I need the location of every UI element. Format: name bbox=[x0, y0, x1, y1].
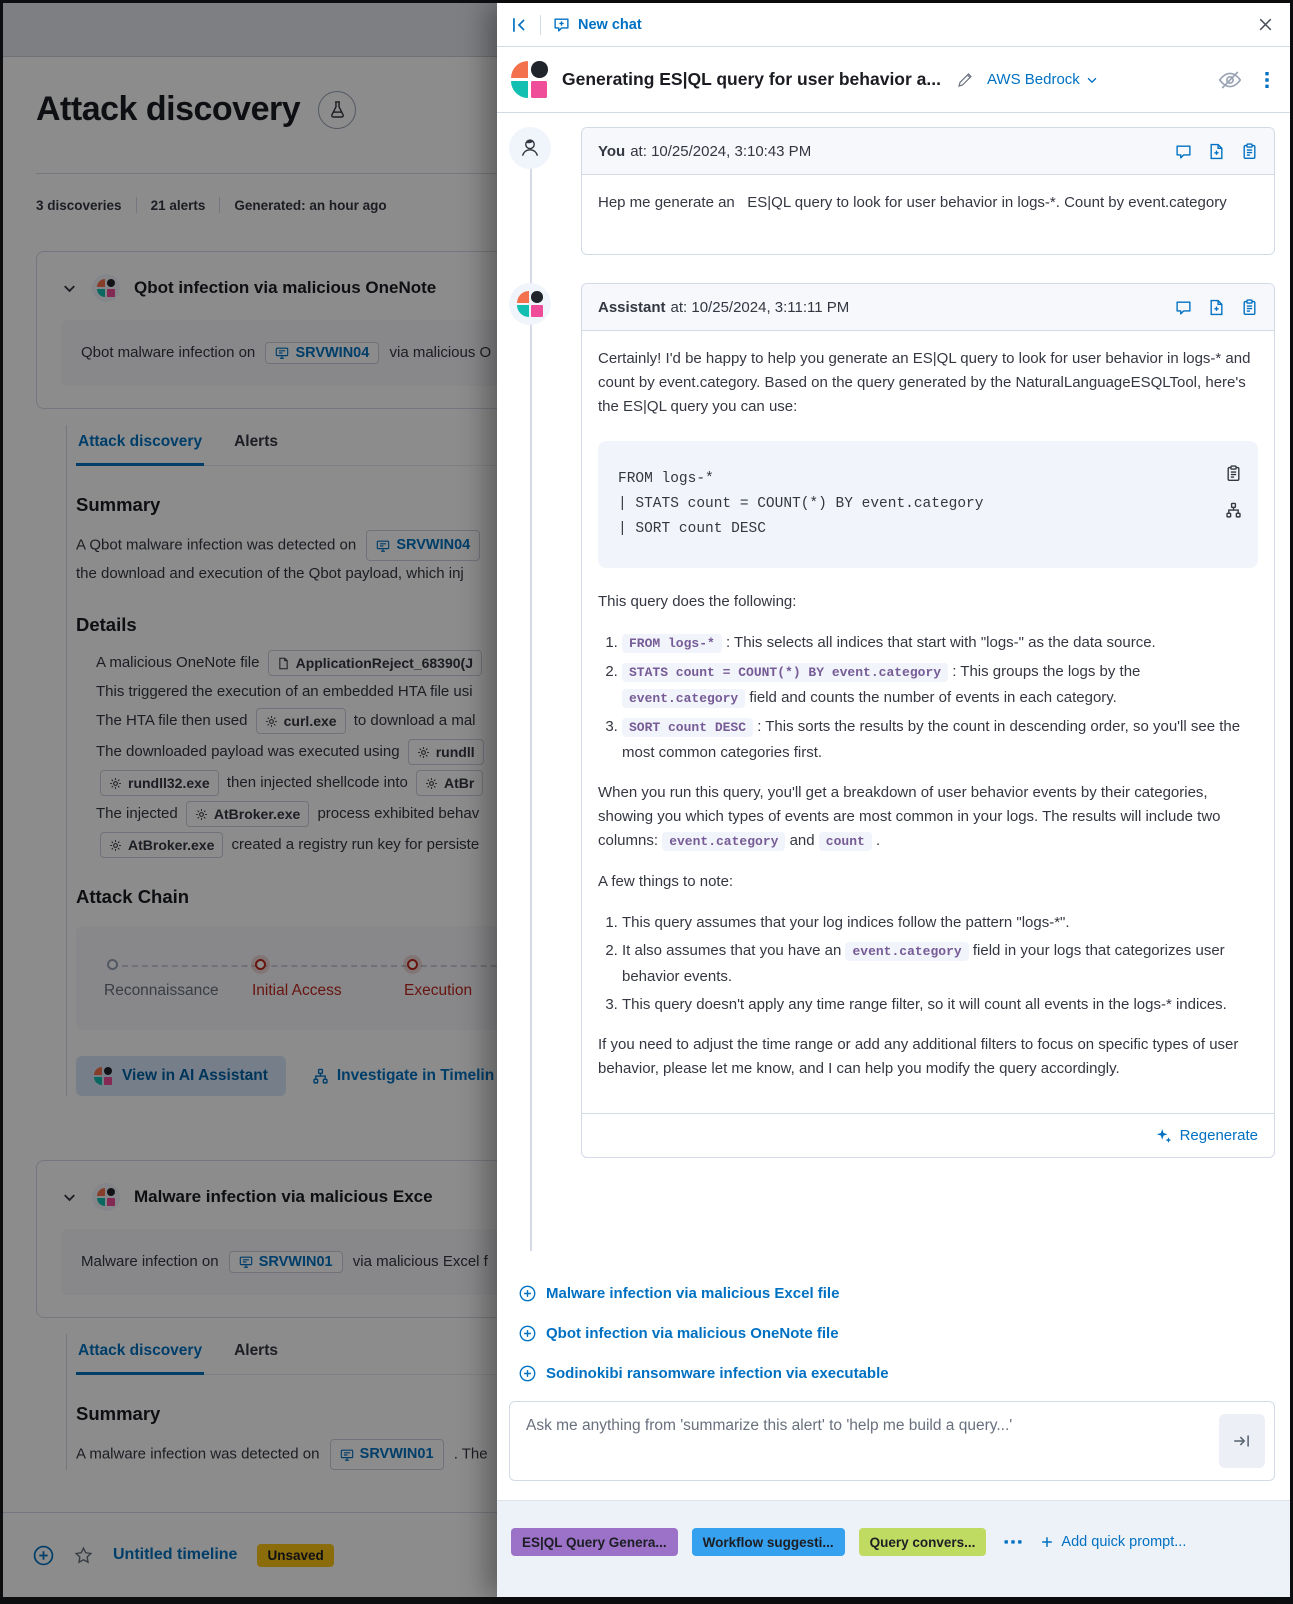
detail-item bbox=[96, 650, 497, 676]
inline-code: event.category bbox=[845, 942, 968, 961]
assistant-paragraph bbox=[598, 1033, 1258, 1081]
conversation-area bbox=[497, 113, 1290, 1261]
assistant-message-body bbox=[582, 331, 1274, 1113]
ai-assistant-logo bbox=[511, 61, 548, 98]
attack-discovery-page bbox=[3, 3, 497, 1597]
entity-badge[interactable] bbox=[100, 832, 223, 858]
discovery-title: Malware infection via malicious Exce bbox=[134, 1187, 433, 1206]
tab-attack-discovery[interactable]: Attack discovery bbox=[76, 1334, 204, 1375]
inline-code: event.category bbox=[662, 832, 785, 851]
stat-alerts: 21 alerts bbox=[150, 197, 206, 213]
inline-code: STATS count = COUNT(*) BY event.category bbox=[622, 663, 948, 682]
text-run: to download a mal bbox=[349, 711, 476, 729]
timeline-icon bbox=[1225, 502, 1242, 519]
detail-item bbox=[96, 770, 497, 796]
view-in-ai-assistant-button[interactable]: View in AI Assistant bbox=[76, 1056, 286, 1096]
investigate-in-timeline-link[interactable]: Investigate in Timelin bbox=[312, 1067, 494, 1085]
entity-label: • rundll32.exe bbox=[128, 775, 210, 791]
add-to-case-icon[interactable] bbox=[1208, 143, 1225, 160]
gear-icon bbox=[425, 777, 438, 790]
text-run: Certainly! I'd be happy to help you generate an ES|QL query to look for user behavior in logs-* and count by event.category. Based on the query generated by the NaturalLanguageESQLTool, here's the ES|QL query you can use: bbox=[598, 350, 1251, 415]
system-prompt-chip[interactable]: Query convers... bbox=[859, 1528, 987, 1556]
copy-icon[interactable] bbox=[1241, 299, 1258, 316]
discovery-detail bbox=[66, 425, 497, 1096]
summary-heading: Summary bbox=[76, 1403, 161, 1424]
assistant-paragraph bbox=[598, 590, 1258, 614]
ai-assistant-logo bbox=[94, 1067, 112, 1085]
text-run: This query doesn't apply any time range filter, so it will count all events in the logs-* indices. bbox=[622, 996, 1227, 1013]
prompt-input-wrap bbox=[509, 1401, 1275, 1486]
text-run: created a registry run key for persiste bbox=[227, 835, 480, 853]
text-run: This query assumes that your log indices follow the pattern "logs-*". bbox=[622, 914, 1070, 931]
detail-item bbox=[96, 708, 497, 734]
plus-circle-icon bbox=[519, 1325, 536, 1342]
discovery-title: Qbot infection via malicious OneNote bbox=[134, 278, 437, 297]
entity-badge[interactable] bbox=[256, 708, 346, 734]
send-icon bbox=[1232, 1432, 1252, 1450]
investigate-in-timeline-button[interactable] bbox=[1225, 502, 1242, 519]
list-item bbox=[622, 659, 1258, 711]
ai-assistant-logo bbox=[92, 274, 120, 302]
divider bbox=[219, 197, 220, 213]
banner-text: Qbot malware infection on bbox=[81, 343, 256, 361]
quick-prompt-links bbox=[497, 1261, 1290, 1395]
detail-item bbox=[96, 832, 497, 858]
list-item bbox=[622, 910, 1258, 935]
attack-chain bbox=[76, 926, 497, 1030]
host-badge[interactable]: SRVWIN04 bbox=[265, 342, 379, 364]
list-item bbox=[622, 992, 1258, 1017]
tab-alerts[interactable]: Alerts bbox=[234, 433, 278, 450]
entity-badge[interactable] bbox=[186, 801, 309, 827]
comment-icon[interactable] bbox=[1175, 143, 1192, 160]
gear-icon bbox=[195, 808, 208, 821]
assistant-paragraph bbox=[598, 781, 1258, 854]
entity-badge[interactable] bbox=[100, 770, 219, 796]
unsaved-badge: Unsaved bbox=[257, 1544, 333, 1567]
entity-label: rundll bbox=[435, 744, 475, 760]
text-run: The downloaded payload was executed using bbox=[96, 742, 404, 760]
details-heading: Details bbox=[76, 614, 137, 635]
banner-text: via malicious Excel f bbox=[352, 1252, 488, 1270]
monitor-icon bbox=[275, 346, 289, 360]
send-button[interactable] bbox=[1219, 1414, 1265, 1468]
monitor-icon bbox=[376, 539, 390, 553]
discovery-detail bbox=[66, 1334, 497, 1470]
entity-badge[interactable] bbox=[416, 770, 483, 796]
chain-node bbox=[104, 959, 219, 1000]
inline-code: count bbox=[819, 832, 872, 851]
assistant-avatar bbox=[509, 283, 551, 325]
chain-node bbox=[404, 959, 473, 1000]
inline-code: SORT count DESC bbox=[622, 718, 753, 737]
discovery-card-qbot bbox=[36, 251, 497, 409]
entity-label: curl.exe bbox=[283, 713, 337, 729]
ai-assistant-logo bbox=[92, 1183, 120, 1211]
timeline-icon bbox=[312, 1068, 329, 1085]
quick-prompt-link[interactable] bbox=[519, 1313, 1290, 1353]
text-run: The injected bbox=[96, 804, 182, 822]
timeline-bottom-bar bbox=[3, 1512, 497, 1597]
host-badge[interactable]: SRVWIN01 bbox=[330, 1439, 444, 1470]
tab-attack-discovery[interactable]: Attack discovery bbox=[76, 425, 204, 466]
text-run: A few things to note: bbox=[598, 873, 734, 890]
divider bbox=[540, 15, 541, 35]
add-quick-prompt-button[interactable]: Add quick prompt... bbox=[1040, 1534, 1186, 1550]
gear-icon bbox=[265, 715, 278, 728]
plus-circle-icon bbox=[519, 1285, 536, 1302]
kibana-header bbox=[3, 3, 497, 57]
stat-discoveries: 3 discoveries bbox=[36, 197, 122, 213]
text-run: : This sorts the results by the count in descending order, so you'll see the most common categories first. bbox=[622, 718, 1241, 761]
monitor-icon bbox=[239, 1255, 253, 1269]
details-list bbox=[76, 650, 497, 858]
entity-label: AtBroker.exe bbox=[213, 806, 301, 822]
text-run: process exhibited behav bbox=[313, 804, 480, 822]
quick-prompt-label: Sodinokibi ransomware infection via executable bbox=[546, 1364, 889, 1382]
assistant-message bbox=[581, 283, 1275, 1158]
esql-code-block bbox=[598, 441, 1258, 568]
system-prompt-footer bbox=[497, 1500, 1290, 1597]
chat-plus-icon bbox=[553, 16, 570, 33]
gear-icon bbox=[109, 777, 122, 790]
flask-icon[interactable] bbox=[318, 91, 356, 129]
plus-icon bbox=[1040, 1535, 1054, 1549]
document-icon bbox=[277, 657, 290, 670]
inline-code: FROM logs-* bbox=[622, 634, 722, 653]
page-title: Attack discovery bbox=[36, 90, 301, 128]
assistant-paragraph bbox=[598, 870, 1258, 894]
text-run: It also assumes that you have an bbox=[622, 942, 846, 959]
chain-dot-icon bbox=[107, 959, 118, 970]
text-run: This triggered the execution of an embedded HTA file usi bbox=[96, 683, 473, 700]
list-item bbox=[622, 938, 1258, 989]
gear-icon bbox=[417, 746, 430, 759]
comment-icon[interactable] bbox=[1175, 299, 1192, 316]
text-run: : This selects all indices that start with "logs-" as the data source. bbox=[721, 634, 1156, 651]
chain-node bbox=[252, 959, 342, 1000]
detail-item bbox=[96, 801, 497, 827]
summary-heading: Summary bbox=[76, 494, 161, 515]
banner-text: Malware infection on bbox=[81, 1252, 219, 1270]
discovery-card-malware bbox=[36, 1160, 497, 1318]
list-item bbox=[622, 630, 1258, 656]
text-run: A malicious OneNote file bbox=[96, 653, 264, 671]
chain-dot-icon bbox=[255, 959, 266, 970]
user-message-text: Hep me generate an ES|QL query to look for user behavior in logs-*. Count by event.category bbox=[598, 194, 1227, 211]
quick-prompt-label: Qbot infection via malicious OneNote file bbox=[546, 1324, 839, 1342]
text-run: then injected shellcode into bbox=[222, 773, 412, 791]
code-line: FROM logs-* bbox=[618, 471, 714, 487]
add-to-case-icon[interactable] bbox=[1208, 299, 1225, 316]
anonymize-eye-slash-icon[interactable] bbox=[1218, 68, 1242, 92]
text-run: . bbox=[871, 832, 881, 849]
chevron-down-icon bbox=[1085, 73, 1099, 87]
entity-label: ApplicationReject_68390(J bbox=[295, 655, 473, 671]
quick-prompt-link[interactable] bbox=[519, 1353, 1290, 1393]
discovery-stats bbox=[36, 197, 497, 213]
stat-generated: Generated: an hour ago bbox=[234, 197, 387, 213]
gear-icon bbox=[109, 839, 122, 852]
chevron-down-icon[interactable] bbox=[61, 1189, 78, 1206]
message-author: You bbox=[598, 142, 626, 160]
host-badge[interactable]: SRVWIN04 bbox=[366, 530, 480, 561]
sparkles-icon bbox=[1156, 1128, 1172, 1144]
code-line: | SORT count DESC bbox=[618, 521, 766, 537]
detail-item bbox=[96, 681, 497, 703]
copy-icon bbox=[1225, 465, 1242, 482]
host-badge[interactable]: SRVWIN01 bbox=[229, 1251, 343, 1273]
divider bbox=[36, 173, 497, 174]
text-run: and bbox=[785, 832, 819, 849]
star-icon[interactable] bbox=[74, 1546, 93, 1565]
system-prompt-chip[interactable]: Workflow suggesti... bbox=[692, 1528, 845, 1556]
user-avatar bbox=[509, 127, 551, 169]
copy-code-button[interactable] bbox=[1225, 465, 1242, 482]
kebab-menu-icon[interactable] bbox=[1260, 71, 1274, 89]
collapse-icon[interactable] bbox=[510, 16, 528, 34]
entity-label: • AtBroker.exe bbox=[128, 837, 215, 853]
entity-label: AtBr bbox=[444, 775, 475, 791]
flyout-top-bar bbox=[497, 3, 1290, 47]
discovery-banner bbox=[61, 320, 497, 386]
text-run: When you run this query, you'll get a breakdown of user behavior events by their categories, showing you which types of events are most common in your logs. The results will include two columns: bbox=[598, 784, 1221, 849]
banner-text: via malicious O bbox=[389, 343, 492, 361]
code-line: | STATS count = COUNT(*) BY event.category bbox=[618, 496, 984, 512]
summary-text: A Qbot malware infection was detected on SRVWIN04 the download and execution of the Qbot payload, which inj bbox=[76, 530, 497, 586]
conversation-header bbox=[497, 47, 1290, 113]
entity-badge[interactable] bbox=[268, 650, 482, 676]
timeline-title[interactable]: Untitled timeline bbox=[113, 1546, 238, 1563]
assistant-paragraph bbox=[598, 347, 1258, 419]
inline-code: event.category bbox=[622, 689, 745, 708]
monitor-icon bbox=[340, 1448, 354, 1462]
entity-badge[interactable] bbox=[408, 739, 484, 765]
plus-circle-icon[interactable] bbox=[33, 1545, 54, 1566]
boxes-horizontal-icon[interactable] bbox=[1004, 1538, 1022, 1546]
close-icon[interactable] bbox=[1257, 16, 1274, 33]
new-chat-button[interactable]: New chat bbox=[553, 16, 642, 33]
text-run: This query does the following: bbox=[598, 593, 797, 610]
text-run: The HTA file then used bbox=[96, 711, 252, 729]
quick-prompt-link[interactable] bbox=[519, 1273, 1290, 1313]
user-message bbox=[581, 127, 1275, 255]
conversation-title: Generating ES|QL query for user behavior a... bbox=[562, 69, 941, 89]
plus-circle-icon bbox=[519, 1365, 536, 1382]
quick-prompt-label: Malware infection via malicious Excel file bbox=[546, 1284, 840, 1302]
message-timestamp: at: 10/25/2024, 3:11:11 PM bbox=[670, 298, 850, 316]
chain-dot-icon bbox=[407, 959, 418, 970]
text-run: field and counts the number of events in each category. bbox=[745, 689, 1117, 706]
summary-text: A malware infection was detected on SRVWIN01 . The bbox=[76, 1439, 497, 1470]
text-run: field in your logs that categorizes user behavior events. bbox=[622, 942, 1225, 985]
list-item bbox=[622, 714, 1258, 765]
assistant-ordered-list bbox=[598, 630, 1258, 765]
chain-stage-label: Initial Access bbox=[252, 982, 342, 999]
divider bbox=[136, 197, 137, 213]
chevron-down-icon[interactable] bbox=[61, 280, 78, 297]
prompt-input[interactable] bbox=[509, 1401, 1275, 1481]
user-icon bbox=[517, 135, 543, 161]
regenerate-row bbox=[582, 1113, 1274, 1157]
attack-chain-heading: Attack Chain bbox=[76, 886, 190, 907]
assistant-ordered-list bbox=[598, 910, 1258, 1017]
ai-assistant-flyout bbox=[497, 3, 1290, 1597]
message-author: Assistant bbox=[598, 298, 666, 316]
tab-alerts[interactable]: Alerts bbox=[234, 1342, 278, 1359]
regenerate-button[interactable]: Regenerate bbox=[1156, 1127, 1258, 1144]
chain-stage-label: Execution bbox=[404, 982, 473, 999]
text-run: If you need to adjust the time range or add any additional filters to focus on specific types of user behavior, please let me know, and I can help you modify the query accordingly. bbox=[598, 1036, 1239, 1077]
system-prompt-chip[interactable]: ES|QL Query Genera... bbox=[511, 1528, 678, 1556]
edit-title-icon[interactable] bbox=[957, 72, 973, 88]
discovery-banner bbox=[61, 1229, 497, 1295]
text-run: : This groups the logs by the bbox=[948, 663, 1141, 680]
chain-stage-label: Reconnaissance bbox=[104, 982, 219, 999]
message-timestamp: at: 10/25/2024, 3:10:43 PM bbox=[630, 142, 812, 160]
detail-item bbox=[96, 739, 497, 765]
copy-icon[interactable] bbox=[1241, 143, 1258, 160]
connector-selector[interactable]: AWS Bedrock bbox=[987, 71, 1099, 88]
